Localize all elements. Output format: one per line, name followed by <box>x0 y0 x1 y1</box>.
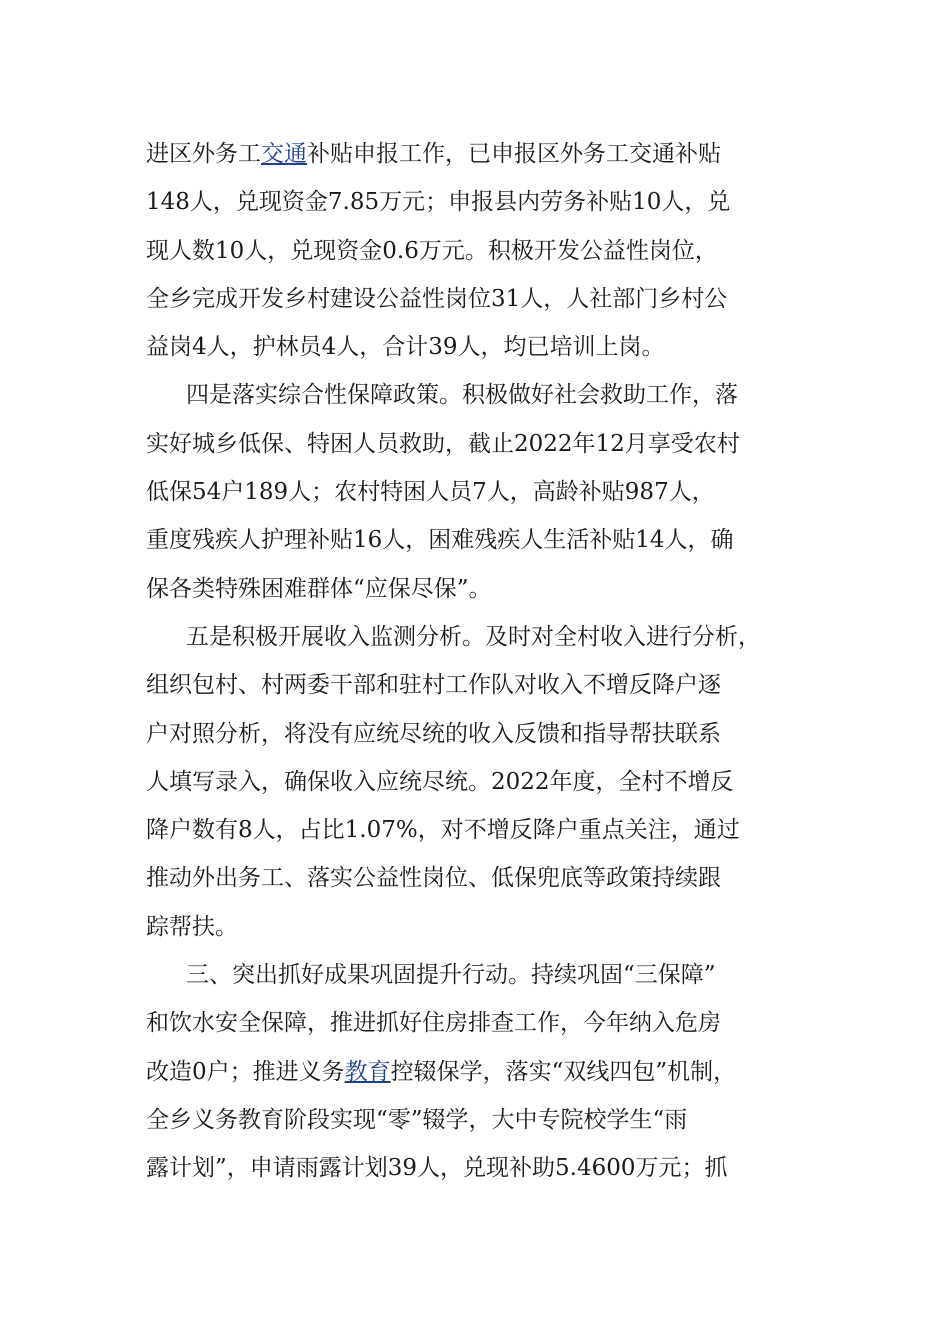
text-line: 组织包村、村两委干部和驻村工作队对收入不增反降户逐 <box>146 672 721 699</box>
text-line: 露计划”，申请雨露计划39人，兑现补助5.4600万元；抓 <box>146 1155 728 1182</box>
text-line: 低保54户189人；农村特困人员7人，高龄补贴987人， <box>146 479 715 506</box>
text-line: 人填写录入，确保收入应统尽统。2022年度，全村不增反 <box>146 768 734 795</box>
text-line <box>146 130 826 178</box>
paragraph-start-line: 五是积极开展收入监测分析。及时对全村收入进行分析， <box>186 623 761 650</box>
transport-link[interactable]: 交通 <box>261 141 307 167</box>
text-line <box>146 1048 826 1096</box>
text-segment: 进区外务工 <box>146 141 261 167</box>
text-line: 保各类特殊困难群体“应保尽保”。 <box>146 575 492 602</box>
text-segment: 补贴申报工作，已申报区外务工交通补贴 <box>307 141 721 167</box>
text-line: 踪帮扶。 <box>146 913 238 940</box>
text-line: 148人，兑现资金7.85万元；申报县内劳务补贴10人，兑 <box>146 189 731 216</box>
text-line: 全乡完成开发乡村建设公益性岗位31人，人社部门乡村公 <box>146 285 728 312</box>
education-link[interactable]: 教育 <box>344 1058 391 1085</box>
text-line: 全乡义务教育阶段实现“零”辍学，大中专院校学生“雨 <box>146 1106 688 1133</box>
text-line: 实好城乡低保、特困人员救助，截止2022年12月享受农村 <box>146 430 740 457</box>
text-segment: 改造0户；推进义务 <box>146 1058 345 1085</box>
text-segment: 控辍保学，落实“双线四包”机制， <box>390 1058 737 1085</box>
text-line: 推动外出务工、落实公益性岗位、低保兜底等政策持续跟 <box>146 865 721 892</box>
text-line: 降户数有8人，占比1.07%，对不增反降户重点关注，通过 <box>146 817 740 844</box>
text-line: 现人数10人，兑现资金0.6万元。积极开发公益性岗位， <box>146 237 718 264</box>
text-line: 户对照分析，将没有应统尽统的收入反馈和指导帮扶联系 <box>146 720 721 747</box>
text-line: 重度残疾人护理补贴16人，困难残疾人生活补贴14人，确 <box>146 527 734 554</box>
text-line: 和饮水安全保障，推进抓好住房排查工作，今年纳入危房 <box>146 1010 721 1037</box>
document-body <box>146 130 826 1193</box>
text-line: 益岗4人，护林员4人，合计39人，均已培训上岗。 <box>146 334 665 361</box>
paragraph-start-line: 四是落实综合性保障政策。积极做好社会救助工作，落 <box>186 382 738 409</box>
paragraph-start-line: 三、突出抓好成果巩固提升行动。持续巩固“三保障” <box>186 962 716 989</box>
